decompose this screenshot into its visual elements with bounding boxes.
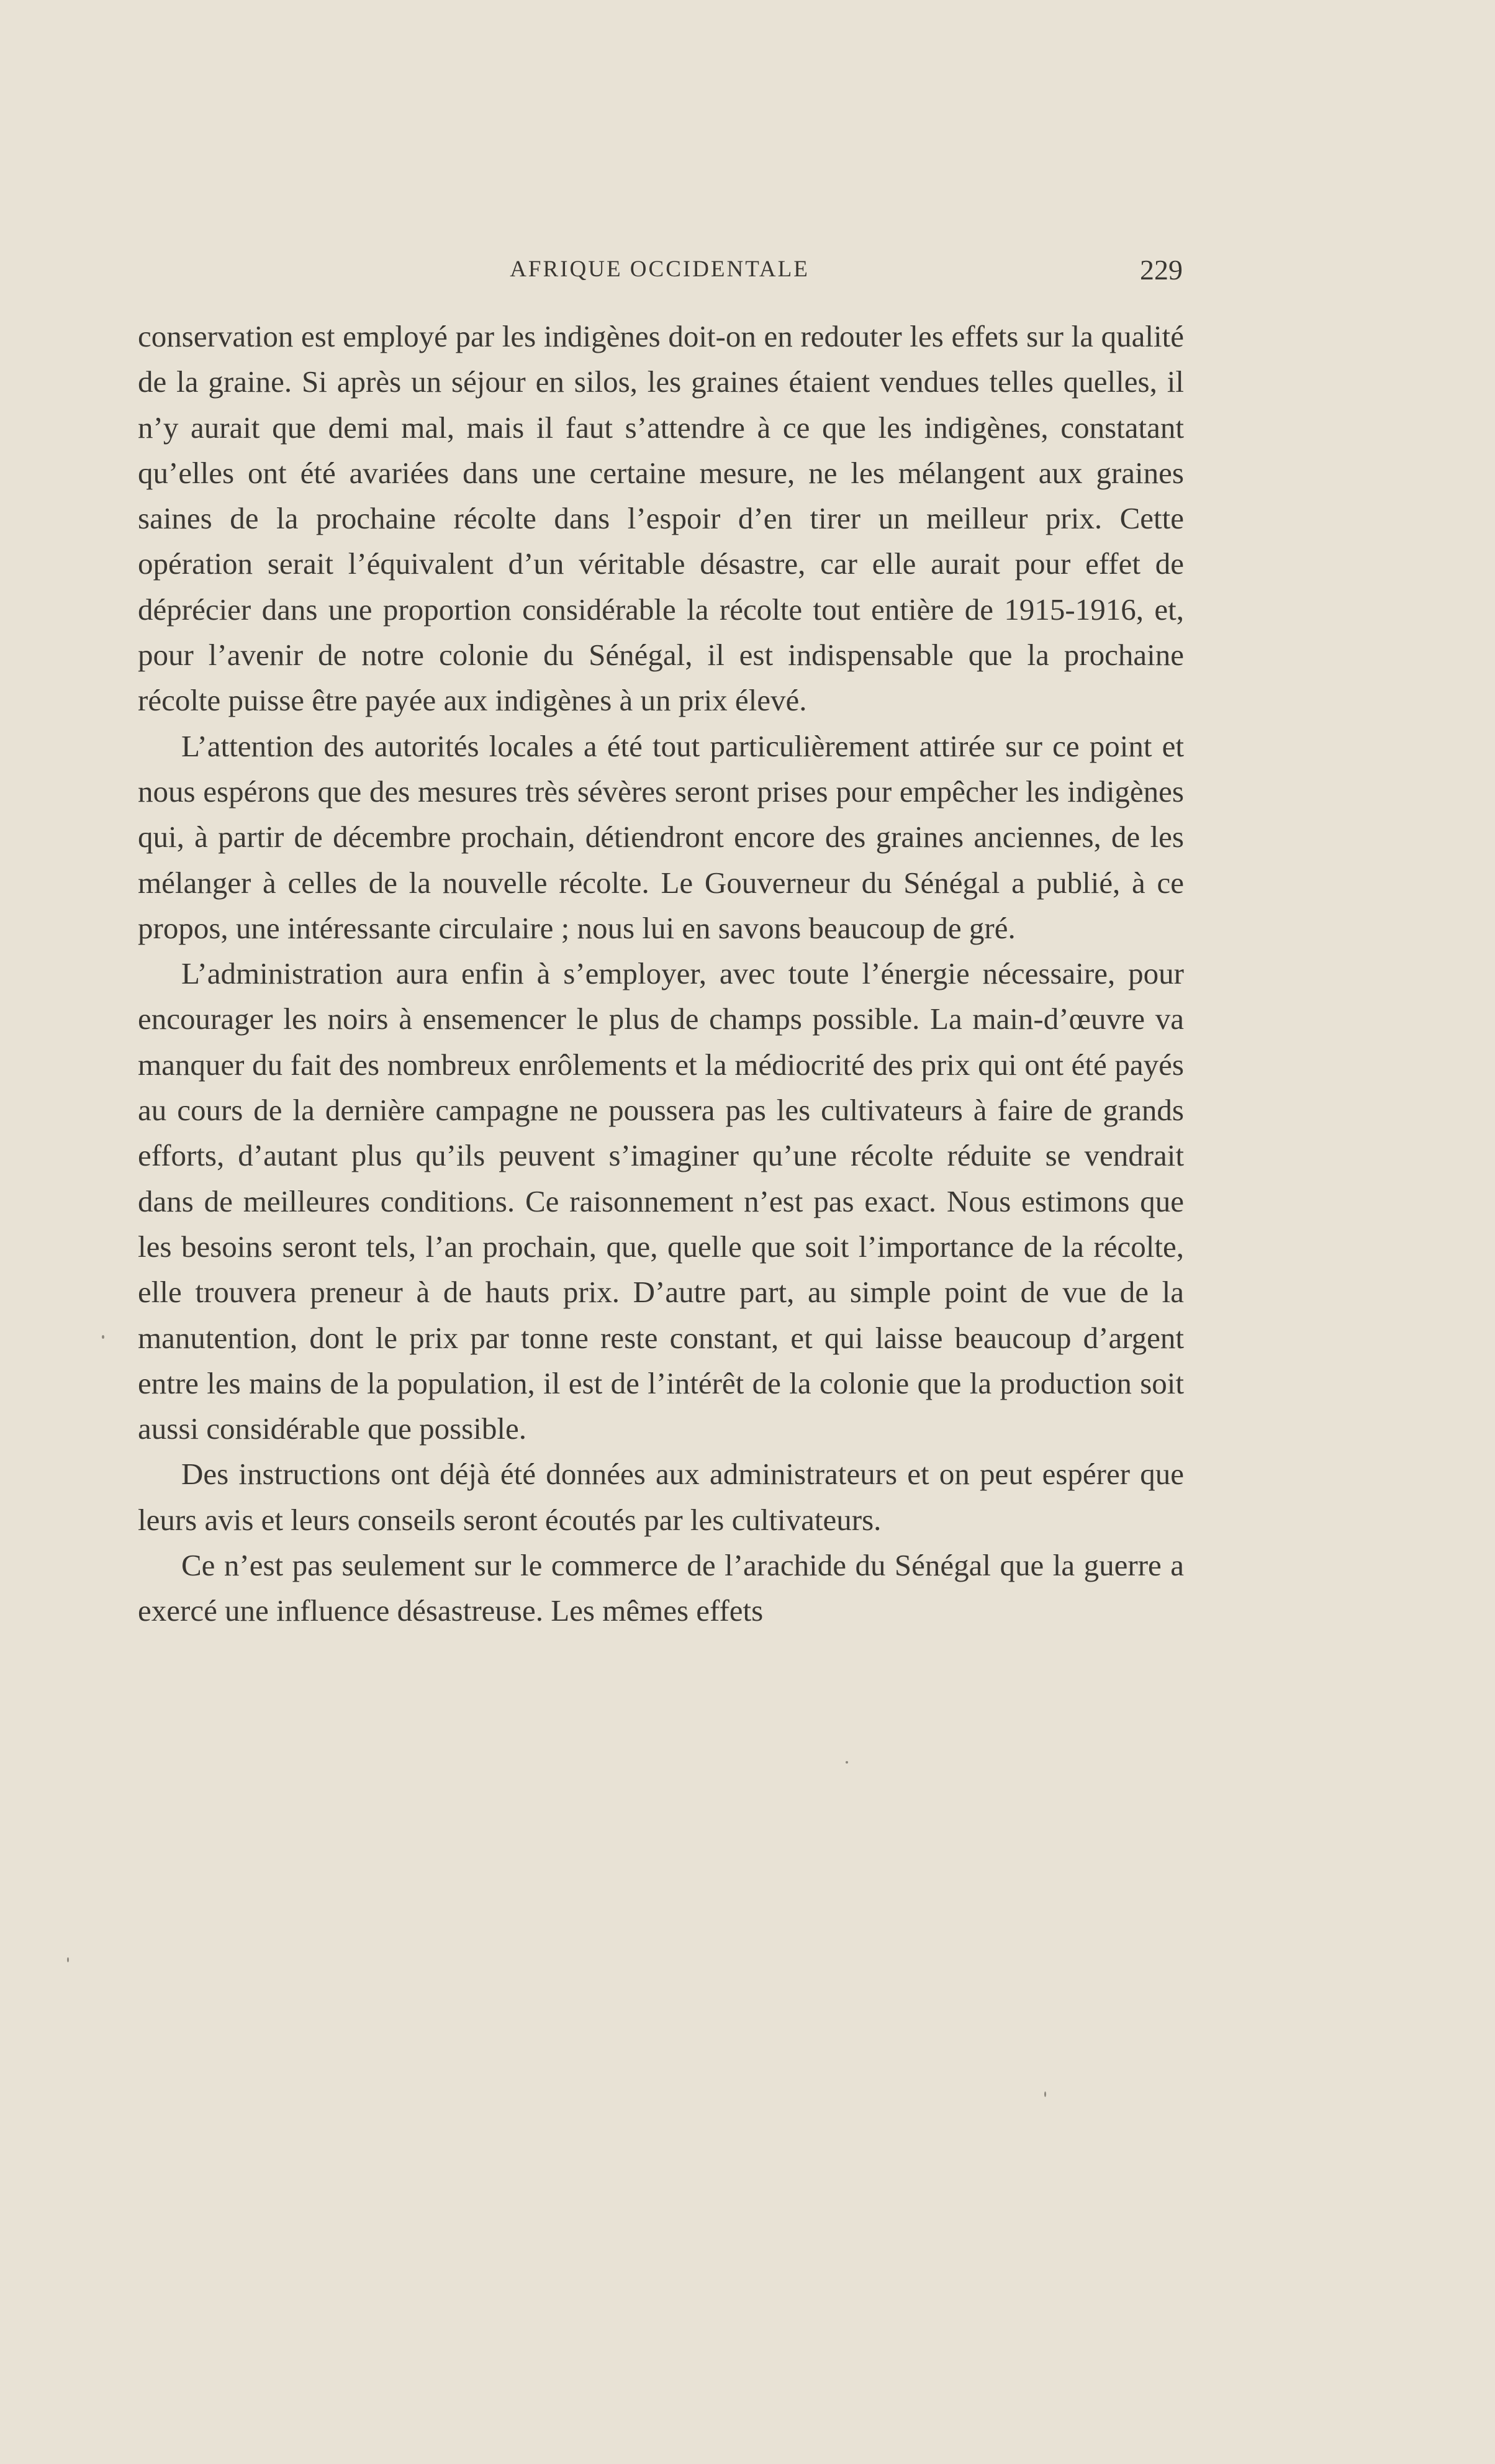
body-text [138, 314, 1184, 1634]
paper-speck [846, 1761, 848, 1764]
paragraph: Des instructions ont déjà été données aux administrateurs et on peut espérer que leurs avis et leurs conseils seront écoutés par les cultivateurs. [138, 1457, 1184, 1537]
paragraph: Ce n’est pas seulement sur le commerce de l’arachide du Sénégal que la guerre a exercé une influence désastreuse. Les mêmes effets [138, 1548, 1184, 1628]
paragraph: L’attention des autorités locales a été tout particulièrement attirée sur ce point et nous espérons que des mesures très sévères seront prises pour empêcher les indigènes qui, à partir de décembre prochain, détiendront encore des graines anciennes, de les mélanger à celles de la nouvelle récolte. Le Gouverneur du Sénégal a publié, à ce propos, une intéressante circulaire ; nous lui en savons beaucoup de gré. [138, 728, 1184, 945]
paragraph: L’administration aura enfin à s’employer, avec toute l’énergie nécessaire, pour encourager les noirs à ensemencer le plus de champs possible. La main-d’œuvre va manquer du fait des nombreux enrôlements et la médiocrité des prix qui ont été payés au cours de la dernière campagne ne poussera pas les cultivateurs à faire de grands efforts, d’autant plus qu’ils peuvent s’imaginer qu’une récolte réduite se vendrait dans de meilleures conditions. Ce raisonnement n’est pas exact. Nous estimons que les besoins seront tels, l’an prochain, que, quelle que soit l’importance de la récolte, elle trouvera preneur à de hauts prix. D’autre part, au simple point de vue de la manutention, dont le prix par tonne reste constant, et qui laisse beaucoup d’argent entre les mains de la population, il est de l’intérêt de la colonie que la production soit aussi considérable que possible. [138, 956, 1184, 1446]
paragraph: conservation est employé par les indigènes doit-on en redouter les effets sur la qualité de la graine. Si après un séjour en silos, les graines étaient vendues telles quelles, il n’y aurait que demi mal, mais il faut s’attendre à ce que les indigènes, constatant qu’elles ont été avariées dans une certaine mesure, ne les mélangent aux graines saines de la prochaine récolte dans l’espoir d’en tirer un meilleur prix. Cette opération serait l’équivalent d’un véritable désastre, car elle aurait pour effet de déprécier dans une proportion considérable la récolte tout entière de 1915-1916, et, pour l’avenir de notre colonie du Sénégal, il est indispensable que la prochaine récolte puisse être payée aux indigènes à un prix élevé. [138, 319, 1184, 718]
paper-speck [67, 1957, 69, 1962]
page-number: 229 [1140, 254, 1183, 286]
paper-speck [102, 1335, 104, 1339]
running-title: AFRIQUE OCCIDENTALE [510, 256, 810, 282]
running-header [137, 256, 1183, 293]
paper-speck [1044, 2091, 1046, 2097]
